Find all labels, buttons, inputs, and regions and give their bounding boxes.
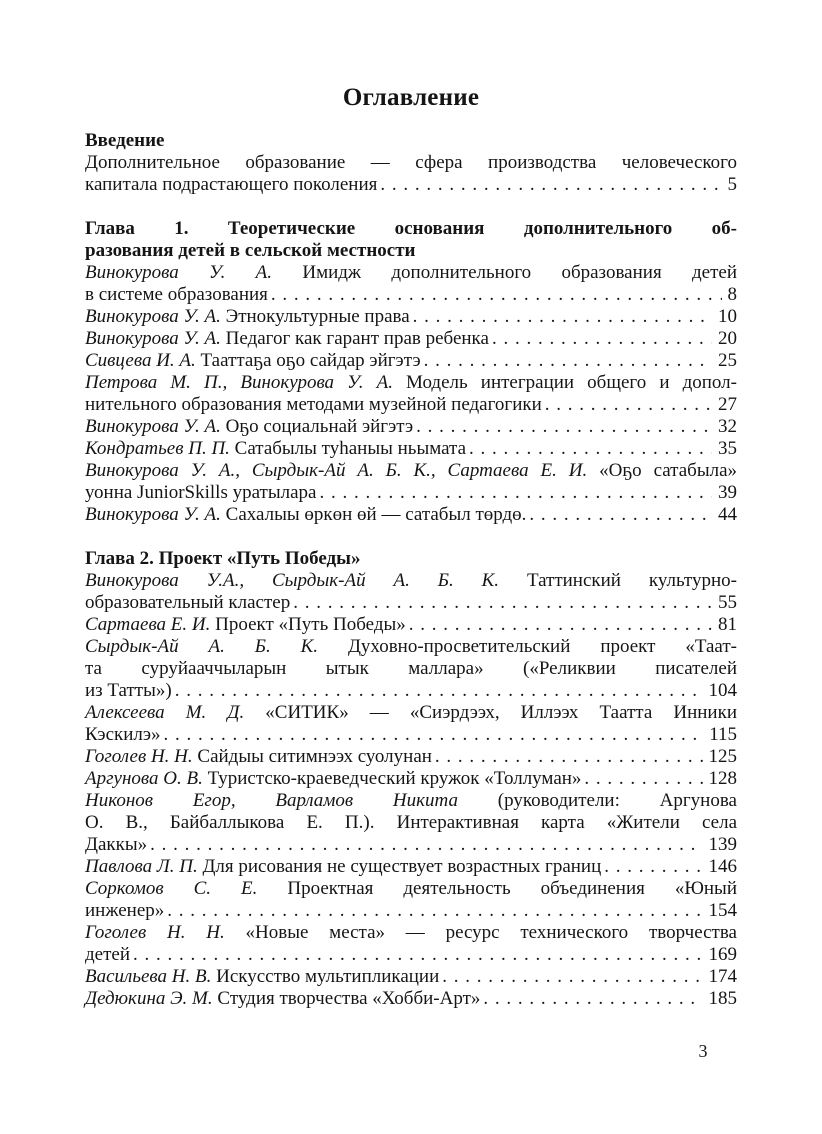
toc-entry: [85, 350, 737, 372]
dot-leader: [442, 966, 702, 988]
entry-text: Никонов Егор, Варламов Никита (руководители: Аргунова: [85, 790, 737, 811]
toc-entry: [85, 966, 737, 988]
dot-leader: [545, 394, 712, 416]
toc-entry: [85, 152, 737, 196]
toc-entry-line: [85, 372, 737, 394]
toc-entry-line: [85, 702, 737, 724]
entry-page-number: 169: [708, 944, 737, 965]
page-content: [85, 84, 737, 1010]
entry-page-number: 25: [718, 350, 737, 371]
entry-text: Дедюкина Э. М. Студия творчества «Хобби-Арт»: [85, 988, 481, 1009]
toc-entry-line: [85, 350, 737, 372]
entry-page-number: 115: [709, 724, 737, 745]
toc-entry: [85, 614, 737, 636]
toc-entry-line: [85, 152, 737, 174]
entry-page-number: 81: [718, 614, 737, 635]
toc-entry-line: [85, 592, 737, 614]
toc-entry: [85, 790, 737, 856]
toc-entry: [85, 988, 737, 1010]
entry-text: нительного образования методами музейной педагогики: [85, 394, 542, 415]
entry-text: из Татты»): [85, 680, 172, 701]
entry-text: Сивцева И. А. Тааттаҕа оҕо сайдар эйгэтэ: [85, 350, 421, 371]
toc-section: [85, 130, 737, 196]
toc-entry-line: [85, 306, 737, 328]
entry-page-number: 128: [708, 768, 737, 789]
entry-page-number: 44: [718, 504, 737, 525]
entry-text: Аргунова О. В. Туристско-краеведческий кружок «Толлуман»: [85, 768, 582, 789]
dot-leader: [529, 504, 712, 526]
entry-text: образовательный кластер: [85, 592, 291, 613]
entry-text: Алексеева М. Д. «СИТИК» — «Сиэрдээх, Иллээх Таатта Инники: [85, 702, 737, 723]
entry-text: Петрова М. П., Винокурова У. А. Модель интеграции общего и допол-: [85, 372, 737, 393]
toc-entry: [85, 416, 737, 438]
toc-entry-line: [85, 504, 737, 526]
toc-entry-line: [85, 394, 737, 416]
entry-text: Гоголев Н. Н. «Новые места» — ресурс технического творчества: [85, 922, 737, 943]
toc-section: [85, 548, 737, 1010]
entry-page-number: 20: [718, 328, 737, 349]
entry-text: Винокурова У. А., Сырдык-Ай А. Б. К., Сартаева Е. И. «Оҕо сатабыла»: [85, 460, 737, 481]
entry-text: инженер»: [85, 900, 165, 921]
entry-text: Винокурова У. А. Сахалыы өркөн өй — сатабыл төрдө.: [85, 504, 527, 525]
toc-entry-line: [85, 768, 737, 790]
section-heading-line: разования детей в сельской местности: [85, 240, 416, 261]
entry-text: Кондратьев П. П. Сатабылы туһаныы ньымата: [85, 438, 467, 459]
entry-text: Даккы»: [85, 834, 148, 855]
toc-entry: [85, 570, 737, 614]
page-number: 3: [698, 1041, 708, 1061]
toc-entry-line: [85, 284, 737, 306]
toc-entry: [85, 438, 737, 460]
entry-text: детей: [85, 944, 131, 965]
entry-text: Винокурова У.А., Сырдык-Ай А. Б. К. Таттинский культурно-: [85, 570, 737, 591]
entry-text: Винокурова У. А. Этнокультурные права: [85, 306, 410, 327]
toc-entry-line: [85, 328, 737, 350]
entry-text: Винокурова У. А. Оҕо социальнай эйгэтэ: [85, 416, 414, 437]
toc-entry-line: [85, 900, 737, 922]
entry-page-number: 32: [718, 416, 737, 437]
toc-entry-line: [85, 482, 737, 504]
toc-entry-line: [85, 438, 737, 460]
section-heading-line: Глава 1. Теоретические основания дополнительного об-: [85, 218, 737, 239]
entry-text: капитала подрастающего поколения: [85, 174, 378, 195]
entry-text: Сартаева Е. И. Проект «Путь Победы»: [85, 614, 406, 635]
dot-leader: [167, 900, 702, 922]
entry-page-number: 39: [718, 482, 737, 503]
toc-entry-line: [85, 878, 737, 900]
dot-leader: [175, 680, 703, 702]
entry-page-number: 27: [718, 394, 737, 415]
toc-entry-line: [85, 812, 737, 834]
entry-text: Гоголев Н. Н. Сайдыы ситимнээх суолунан: [85, 746, 432, 767]
entry-page-number: 154: [708, 900, 737, 921]
entry-page-number: 8: [727, 284, 737, 305]
entry-page-number: 35: [718, 438, 737, 459]
toc-entry: [85, 636, 737, 702]
toc-entry-line: [85, 460, 737, 482]
section-heading-line: Глава 2. Проект «Путь Победы»: [85, 548, 361, 569]
dot-leader: [424, 350, 712, 372]
toc-entry-line: [85, 416, 737, 438]
dot-leader: [409, 614, 712, 636]
entry-page-number: 55: [718, 592, 737, 613]
dot-leader: [604, 856, 702, 878]
entry-text: Винокурова У. А. Педагог как гарант прав ребенка: [85, 328, 489, 349]
entry-page-number: 125: [708, 746, 737, 767]
toc-entry-line: [85, 262, 737, 284]
toc-entry: [85, 768, 737, 790]
entry-page-number: 104: [708, 680, 737, 701]
toc-entry: [85, 856, 737, 878]
dot-leader: [435, 746, 703, 768]
toc-entry: [85, 746, 737, 768]
entry-text: Кэскилэ»: [85, 724, 161, 745]
toc-entry: [85, 702, 737, 746]
toc-entry-line: [85, 570, 737, 592]
toc-entry-line: [85, 944, 737, 966]
toc-entry: [85, 878, 737, 922]
entry-page-number: 139: [708, 834, 737, 855]
dot-leader: [380, 174, 721, 196]
toc-entry-line: [85, 746, 737, 768]
dot-leader: [164, 724, 704, 746]
dot-leader: [293, 592, 712, 614]
page-title: Оглавление: [342, 84, 480, 111]
entry-page-number: 5: [727, 174, 737, 195]
toc-list: [85, 130, 737, 1010]
toc-entry-line: [85, 834, 737, 856]
entry-text: О. В., Байбаллыкова Е. П.). Интерактивная карта «Жители села: [85, 812, 737, 833]
entry-text: Сырдык-Ай А. Б. К. Духовно-просветительский проект «Таат-: [85, 636, 737, 657]
toc-entry-line: [85, 988, 737, 1010]
dot-leader: [150, 834, 702, 856]
entry-text: в системе образования: [85, 284, 268, 305]
dot-leader: [271, 284, 722, 306]
entry-page-number: 146: [708, 856, 737, 877]
dot-leader: [469, 438, 712, 460]
dot-leader: [483, 988, 702, 1010]
toc-entry-line: [85, 966, 737, 988]
toc-entry-line: [85, 856, 737, 878]
toc-entry: [85, 262, 737, 306]
entry-page-number: 185: [708, 988, 737, 1009]
toc-entry-line: [85, 614, 737, 636]
toc-entry-line: [85, 636, 737, 658]
toc-entry-line: [85, 724, 737, 746]
dot-leader: [416, 416, 712, 438]
dot-leader: [319, 482, 712, 504]
dot-leader: [492, 328, 712, 350]
toc-entry-line: [85, 174, 737, 196]
entry-page-number: 174: [708, 966, 737, 987]
dot-leader: [413, 306, 712, 328]
entry-text: Павлова Л. П. Для рисования не существует возрастных границ: [85, 856, 602, 877]
dot-leader: [133, 944, 702, 966]
toc-entry: [85, 328, 737, 350]
toc-entry: [85, 504, 737, 526]
entry-text: Винокурова У. А. Имидж дополнительного образования детей: [85, 262, 737, 283]
entry-text: Соркомов С. Е. Проектная деятельность объединения «Юный: [85, 878, 737, 899]
toc-section: [85, 218, 737, 526]
toc-entry-line: [85, 680, 737, 702]
entry-text: Дополнительное образование — сфера производства человеческого: [85, 152, 737, 173]
toc-entry: [85, 460, 737, 504]
toc-entry-line: [85, 922, 737, 944]
toc-entry-line: [85, 658, 737, 680]
toc-entry: [85, 372, 737, 416]
toc-entry-line: [85, 790, 737, 812]
section-heading-line: Введение: [85, 130, 165, 151]
entry-text: уонна JuniorSkills уратылара: [85, 482, 317, 503]
toc-entry: [85, 306, 737, 328]
entry-page-number: 10: [718, 306, 737, 327]
entry-text: Васильева Н. В. Искусство мультипликации: [85, 966, 440, 987]
dot-leader: [584, 768, 702, 790]
entry-text: та суруйааччыларын ытык маллара» («Реликвии писателей: [85, 658, 737, 679]
toc-entry: [85, 922, 737, 966]
